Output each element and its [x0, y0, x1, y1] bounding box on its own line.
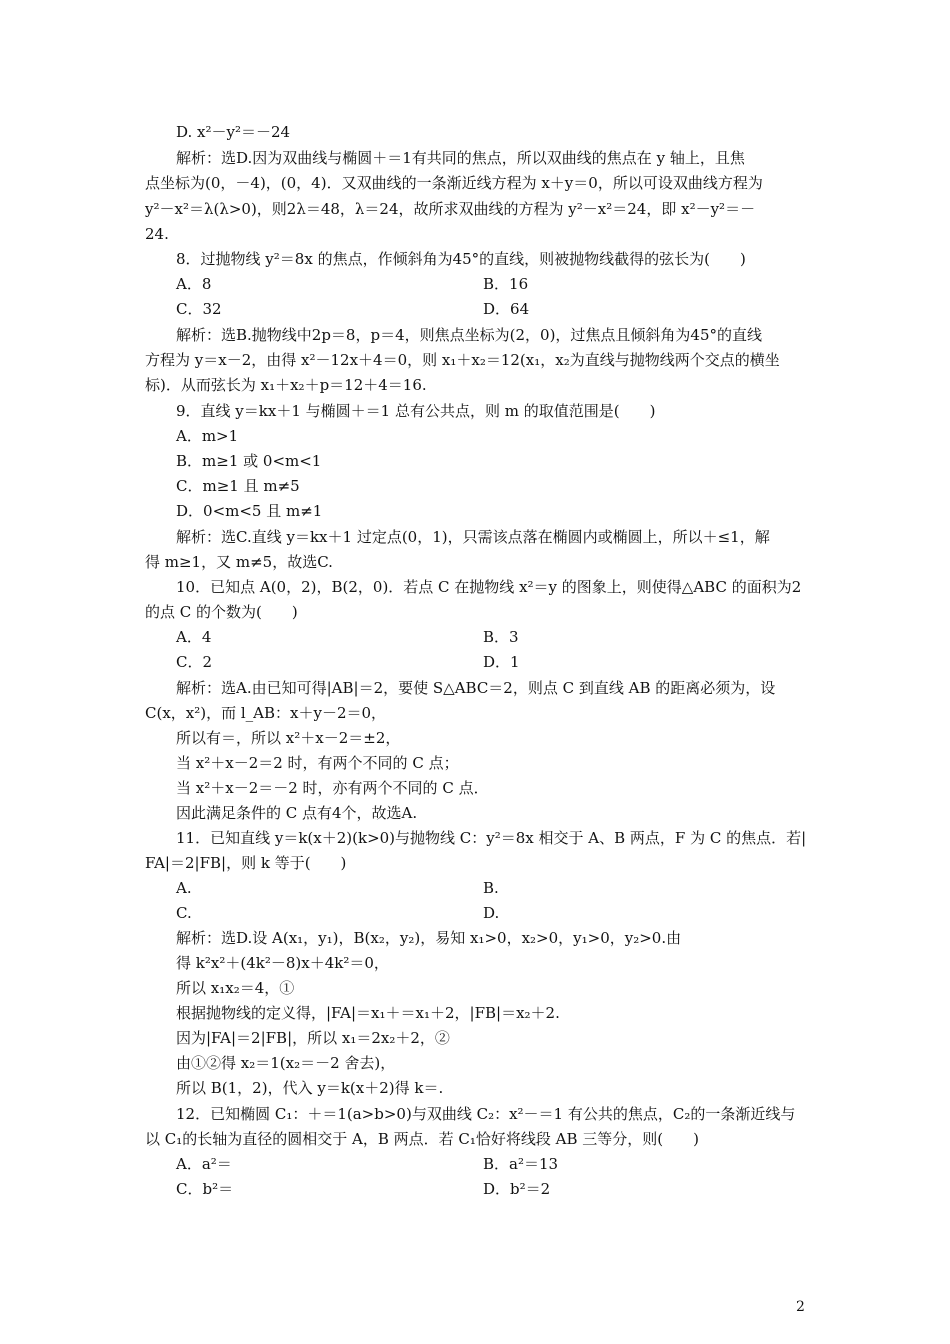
q10-analysis-line: 当 x²＋x－2＝－2 时，亦有两个不同的 C 点． [176, 779, 489, 797]
q10-analysis-line: 因此满足条件的 C 点有4个，故选A. [176, 804, 418, 822]
q9-option-d: D．0<m<5 且 m≠1 [176, 502, 323, 520]
q11-analysis-line: 所以 x₁x₂＝4，① [176, 979, 295, 997]
q12-stem: 12．已知椭圆 C₁：＋＝1(a>b>0)与双曲线 C₂：x²－＝1 有公共的焦点，C₂的一条渐近线与 [176, 1105, 796, 1123]
q11-analysis-line: 根据抛物线的定义得，|FA|＝x₁＋＝x₁＋2，|FB|＝x₂＋2. [176, 1004, 560, 1022]
q12-stem: 以 C₁的长轴为直径的圆相交于 A，B 两点．若 C₁恰好将线段 AB 三等分，则( ) [145, 1130, 700, 1148]
page-number: 2 [796, 1299, 805, 1315]
q11-analysis-line: 解析：选D.设 A(x₁，y₁)，B(x₂，y₂)，易知 x₁>0，x₂>0，y₁>0，y₂>0.由 [176, 929, 682, 947]
q8-stem: 8．过抛物线 y²＝8x 的焦点，作倾斜角为45°的直线，则被抛物线截得的弦长为( ) [176, 250, 746, 268]
q7-option-d: D. x²－y²＝－24 [176, 123, 291, 141]
q9-option-a: A．m>1 [176, 427, 239, 445]
q8-option-c: C．32 [176, 300, 222, 318]
q10-option-b: B．3 [483, 628, 519, 646]
q8-option-b: B．16 [483, 275, 529, 293]
q11-analysis-line: 所以 B(1，2)，代入 y＝k(x＋2)得 k＝. [176, 1079, 444, 1097]
q8-analysis-line: 解析：选B.抛物线中2p＝8，p＝4，则焦点坐标为(2，0)，过焦点且倾斜角为45°的直线 [176, 326, 763, 344]
q9-option-b: B．m≥1 或 0<m<1 [176, 452, 322, 470]
q7-analysis-line: 解析：选D.因为双曲线与椭圆＋＝1有共同的焦点，所以双曲线的焦点在 y 轴上，且焦 [176, 149, 745, 167]
q12-option-c: C．b²＝ [176, 1180, 234, 1198]
q11-option-b: B. [483, 879, 499, 897]
q8-analysis-line: 方程为 y＝x－2，由得 x²－12x＋4＝0，则 x₁＋x₂＝12(x₁，x₂为直线与抛物线两个交点的横坐 [145, 351, 780, 369]
q10-option-d: D．1 [483, 653, 520, 671]
q9-analysis-line: 得 m≥1，又 m≠5，故选C. [145, 553, 333, 571]
q9-analysis-line: 解析：选C.直线 y＝kx＋1 过定点(0，1)，只需该点落在椭圆内或椭圆上，所以＋≤1，解 [176, 528, 770, 546]
q11-option-c: C. [176, 904, 192, 922]
q8-option-a: A．8 [176, 275, 212, 293]
q10-stem: 的点 C 的个数为( ) [145, 603, 298, 621]
q7-analysis-line: y²－x²＝λ(λ>0)，则2λ＝48，λ＝24，故所求双曲线的方程为 y²－x²＝24，即 x²－y²＝－ [145, 200, 756, 218]
q11-option-a: A. [176, 879, 192, 897]
q10-stem: 10．已知点 A(0，2)，B(2，0)．若点 C 在抛物线 x²＝y 的图象上，则使得△ABC 的面积为2 [176, 578, 802, 596]
q9-option-c: C．m≥1 且 m≠5 [176, 477, 300, 495]
q7-analysis-line: 24. [145, 225, 169, 243]
q11-stem: FA|＝2|FB|，则 k 等于( ) [145, 854, 347, 872]
q9-stem: 9．直线 y＝kx＋1 与椭圆＋＝1 总有公共点，则 m 的取值范围是( ) [176, 402, 656, 420]
q10-option-a: A．4 [176, 628, 212, 646]
q11-option-d: D. [483, 904, 500, 922]
q12-option-b: B．a²＝13 [483, 1155, 559, 1173]
q8-analysis-line: 标)．从而弦长为 x₁＋x₂＋p＝12＋4＝16. [145, 376, 427, 394]
q11-stem: 11．已知直线 y＝k(x＋2)(k>0)与抛物线 C：y²＝8x 相交于 A、B 两点，F 为 C 的焦点．若| [176, 829, 807, 847]
q8-option-d: D．64 [483, 300, 530, 318]
q10-analysis-line: 解析：选A.由已知可得|AB|＝2，要使 S△ABC＝2，则点 C 到直线 AB 的距离必须为，设 [176, 679, 776, 697]
q10-analysis-line: 当 x²＋x－2＝2 时，有两个不同的 C 点； [176, 754, 459, 772]
q11-analysis-line: 由①②得 x₂＝1(x₂＝－2 舍去)， [176, 1054, 396, 1072]
q11-analysis-line: 因为|FA|＝2|FB|，所以 x₁＝2x₂＋2，② [176, 1029, 450, 1047]
q11-analysis-line: 得 k²x²＋(4k²－8)x＋4k²＝0， [176, 954, 389, 972]
q12-option-a: A．a²＝ [176, 1155, 232, 1173]
q10-analysis-line: C(x，x²)，而 l_AB：x＋y－2＝0， [145, 704, 387, 722]
q10-option-c: C．2 [176, 653, 213, 671]
q12-option-d: D．b²＝2 [483, 1180, 551, 1198]
q7-analysis-line: 点坐标为(0，－4)，(0，4)．又双曲线的一条渐近线方程为 x＋y＝0，所以可设双曲线方程为 [145, 174, 763, 192]
q10-analysis-line: 所以有＝，所以 x²＋x－2＝±2， [176, 729, 401, 747]
